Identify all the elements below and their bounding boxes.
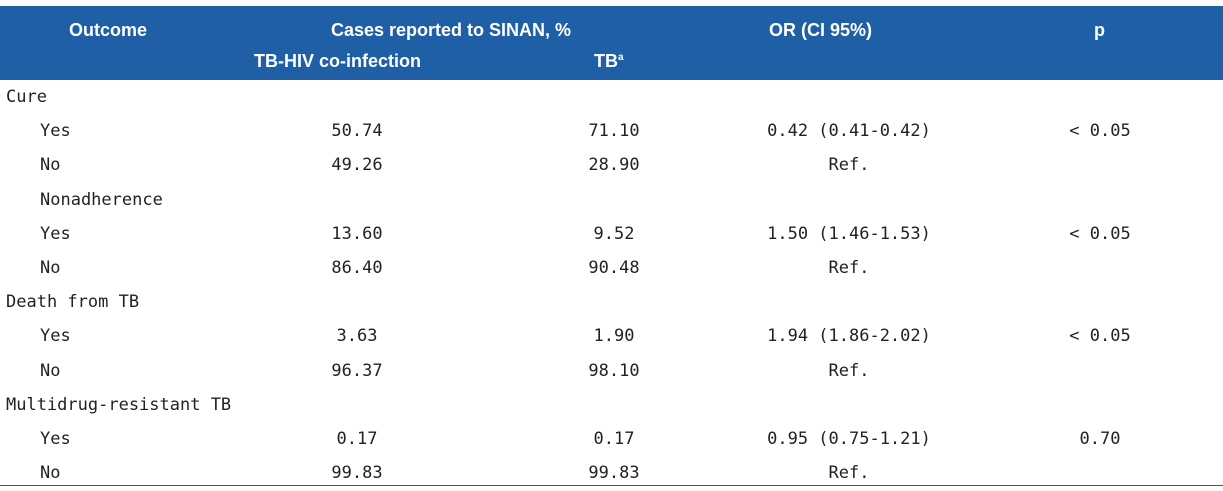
or-ci-value: Ref. bbox=[828, 257, 870, 278]
or-ci-value: 0.95 (0.75-1.21) bbox=[767, 428, 931, 449]
table-bottom-rule bbox=[0, 485, 1223, 486]
tb-value: 90.48 bbox=[588, 257, 640, 278]
table-row bbox=[0, 217, 1223, 251]
table-row bbox=[0, 183, 1223, 217]
coinfection-value: 96.37 bbox=[331, 360, 383, 381]
tb-value: 28.90 bbox=[588, 155, 640, 176]
row-label: Yes bbox=[40, 121, 71, 142]
row-label: Cure bbox=[6, 87, 47, 107]
header-tb-label: TB bbox=[594, 51, 618, 71]
coinfection-value: 13.60 bbox=[331, 223, 383, 244]
tb-value: 99.83 bbox=[588, 463, 640, 484]
row-label: No bbox=[40, 257, 61, 278]
header-cases-reported: Cases reported to SINAN, % bbox=[331, 20, 572, 40]
p-value: 0.70 bbox=[1079, 428, 1121, 449]
p-value: < 0.05 bbox=[1069, 326, 1131, 347]
table-header bbox=[0, 6, 1223, 80]
table-row bbox=[0, 319, 1223, 353]
table-row bbox=[0, 114, 1223, 148]
header-or-ci: OR (CI 95%) bbox=[769, 20, 873, 40]
header-tb-footnote-marker: a bbox=[618, 52, 624, 63]
coinfection-value: 86.40 bbox=[331, 257, 383, 278]
coinfection-value: 49.26 bbox=[331, 155, 383, 176]
row-label: No bbox=[40, 360, 61, 381]
or-ci-value: 1.50 (1.46-1.53) bbox=[767, 223, 931, 244]
coinfection-value: 0.17 bbox=[336, 428, 378, 449]
row-label: Yes bbox=[40, 223, 71, 244]
table-row bbox=[0, 80, 1223, 114]
or-ci-value: Ref. bbox=[828, 155, 870, 176]
header-p: p bbox=[1094, 20, 1105, 40]
tb-value: 98.10 bbox=[588, 360, 640, 381]
coinfection-value: 99.83 bbox=[331, 463, 383, 484]
row-label: Nonadherence bbox=[40, 189, 163, 210]
row-label: No bbox=[40, 463, 61, 484]
row-label: Multidrug-resistant TB bbox=[6, 394, 232, 415]
or-ci-value: Ref. bbox=[828, 463, 870, 484]
row-label: No bbox=[40, 155, 61, 176]
coinfection-value: 3.63 bbox=[336, 326, 378, 347]
header-outcome: Outcome bbox=[69, 20, 148, 40]
row-label: Yes bbox=[40, 326, 71, 347]
table-row bbox=[0, 285, 1223, 319]
p-value: < 0.05 bbox=[1069, 223, 1131, 244]
tb-value: 1.90 bbox=[593, 326, 635, 347]
table-row bbox=[0, 251, 1223, 285]
p-value: < 0.05 bbox=[1069, 121, 1131, 142]
tb-value: 0.17 bbox=[593, 428, 635, 449]
tb-value: 71.10 bbox=[588, 121, 640, 142]
or-ci-value: Ref. bbox=[828, 360, 870, 381]
header-coinfection: TB-HIV co-infection bbox=[254, 51, 421, 71]
table-body bbox=[0, 80, 1223, 490]
or-ci-value: 1.94 (1.86-2.02) bbox=[767, 326, 931, 347]
or-ci-value: 0.42 (0.41-0.42) bbox=[767, 121, 931, 142]
row-label: Death from TB bbox=[6, 292, 140, 313]
coinfection-value: 50.74 bbox=[331, 121, 383, 142]
table-row bbox=[0, 388, 1223, 422]
header-tb bbox=[594, 50, 624, 72]
table-row bbox=[0, 354, 1223, 388]
tb-value: 9.52 bbox=[593, 223, 635, 244]
table-row bbox=[0, 422, 1223, 456]
row-label: Yes bbox=[40, 428, 71, 449]
table-row bbox=[0, 148, 1223, 182]
